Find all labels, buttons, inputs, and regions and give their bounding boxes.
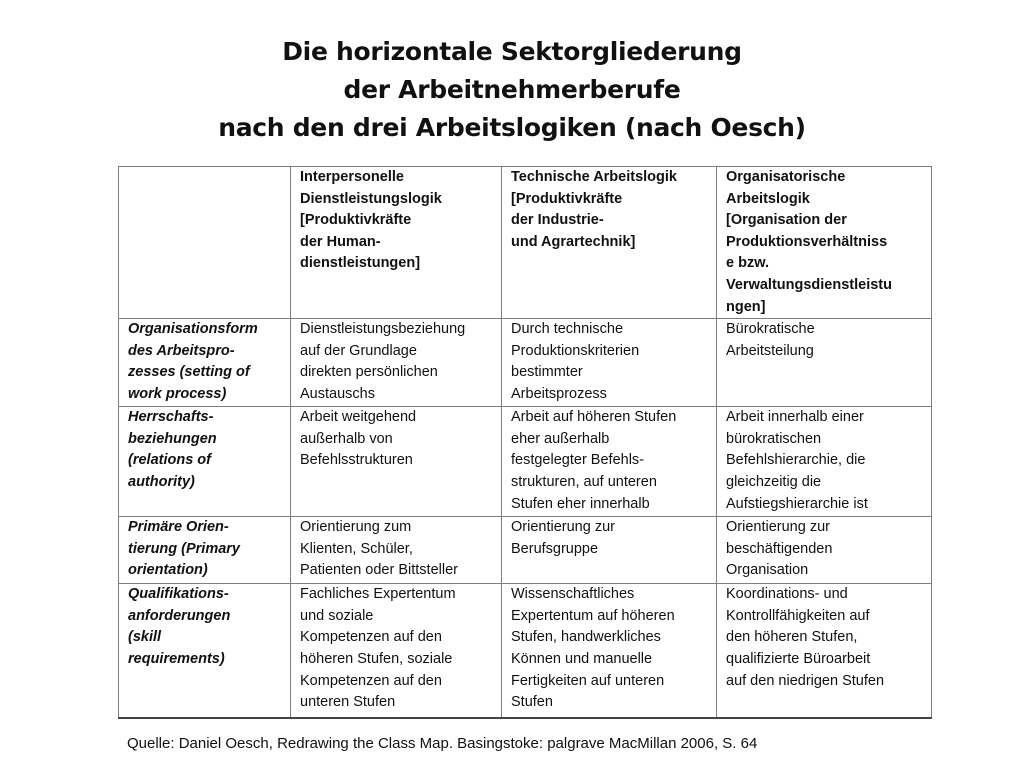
column-header-technical: Technische Arbeitslogik [Produktivkräfte der Industrie- und Agrartechnik] <box>502 167 717 319</box>
title-line-1: Die horizontale Sektorgliederung <box>282 37 742 66</box>
table-cell: Orientierung zum Klienten, Schüler, Patienten oder Bittsteller <box>291 517 502 584</box>
table-corner-cell <box>119 167 291 319</box>
slide-title <box>0 33 1024 147</box>
table-cell: Fachliches Expertentum und soziale Kompetenzen auf den höheren Stufen, soziale Kompetenzen auf den unteren Stufen <box>291 584 502 718</box>
table-cell: Orientierung zur beschäftigenden Organisation <box>717 517 932 584</box>
table-cell: Arbeit innerhalb einer bürokratischen Befehlshierarchie, die gleichzeitig die Aufstiegshierarchie ist <box>717 407 932 517</box>
table-cell: Wissenschaftliches Expertentum auf höheren Stufen, handwerkliches Können und manuelle Fertigkeiten auf unteren Stufen <box>502 584 717 718</box>
table-cell: Orientierung zur Berufsgruppe <box>502 517 717 584</box>
column-header-interpersonal: Interpersonelle Dienstleistungslogik [Produktivkräfte der Human- dienstleistungen] <box>291 167 502 319</box>
table-row <box>119 517 932 584</box>
table-cell: Dienstleistungsbeziehung auf der Grundlage direkten persönlichen Austauschs <box>291 319 502 407</box>
sector-table <box>118 166 932 719</box>
table-row <box>119 407 932 517</box>
table-header-row <box>119 167 932 319</box>
title-line-2: der Arbeitnehmerberufe <box>343 75 681 104</box>
row-label-skills: Qualifikations- anforderungen (skill requirements) <box>119 584 291 718</box>
table-row <box>119 319 932 407</box>
row-label-work-process: Organisationsform des Arbeitspro- zesses (setting of work process) <box>119 319 291 407</box>
table-cell: Bürokratische Arbeitsteilung <box>717 319 932 407</box>
table-row <box>119 584 932 718</box>
title-line-3: nach den drei Arbeitslogiken (nach Oesch) <box>218 113 806 142</box>
table-cell: Koordinations- und Kontrollfähigkeiten auf den höheren Stufen, qualifizierte Büroarbeit auf den niedrigen Stufen <box>717 584 932 718</box>
row-label-orientation: Primäre Orien- tierung (Primary orientation) <box>119 517 291 584</box>
source-citation: Quelle: Daniel Oesch, Redrawing the Class Map. Basingstoke: palgrave MacMillan 2006, S. 64 <box>127 735 758 752</box>
column-header-organisational: Organisatorische Arbeitslogik [Organisation der Produktionsverhältniss e bzw. Verwaltungsdienstleistu ngen] <box>717 167 932 319</box>
row-label-authority: Herrschafts- beziehungen (relations of authority) <box>119 407 291 517</box>
table-cell: Durch technische Produktionskriterien bestimmter Arbeitsprozess <box>502 319 717 407</box>
table-cell: Arbeit auf höheren Stufen eher außerhalb festgelegter Befehls- strukturen, auf unteren Stufen eher innerhalb <box>502 407 717 517</box>
table-cell: Arbeit weitgehend außerhalb von Befehlsstrukturen <box>291 407 502 517</box>
